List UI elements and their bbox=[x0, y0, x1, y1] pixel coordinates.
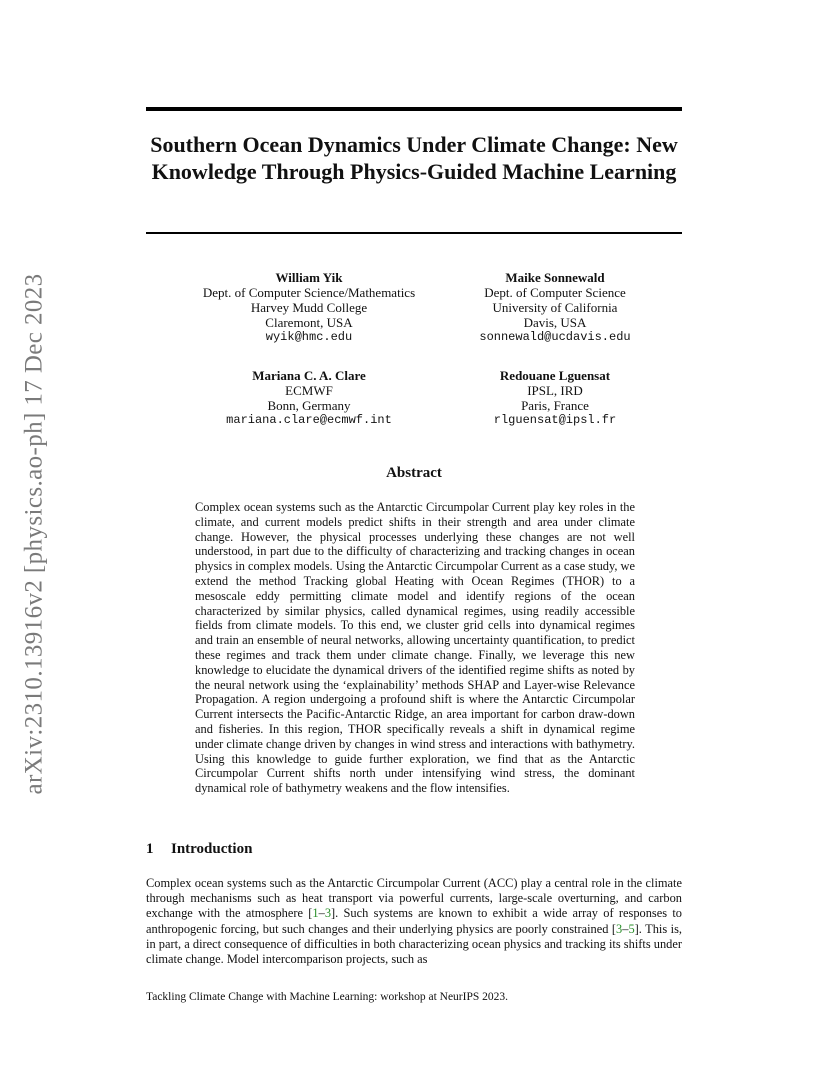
workshop-footnote: Tackling Climate Change with Machine Learning: workshop at NeurIPS 2023. bbox=[146, 991, 509, 1003]
author-email: rlguensat@ipsl.fr bbox=[493, 413, 617, 427]
author-email: sonnewald@ucdavis.edu bbox=[479, 330, 631, 344]
author-name: Maike Sonnewald bbox=[505, 270, 605, 285]
arxiv-identifier-text: arXiv:2310.13916v2 [physics.ao-ph] 17 Dec 2023 bbox=[21, 273, 48, 795]
author-block bbox=[179, 368, 439, 428]
author-location: Bonn, Germany bbox=[267, 398, 351, 413]
author-block bbox=[179, 270, 439, 345]
author-affiliation: University of California bbox=[492, 300, 618, 315]
title-top-rule bbox=[146, 107, 682, 111]
author-location: Davis, USA bbox=[523, 315, 587, 330]
section-number: 1 bbox=[146, 841, 154, 857]
author-location: Paris, France bbox=[521, 398, 589, 413]
author-email: wyik@hmc.edu bbox=[265, 330, 353, 344]
author-affiliation: Harvey Mudd College bbox=[250, 300, 368, 315]
introduction-paragraph bbox=[146, 876, 682, 967]
citation-link[interactable]: 3 bbox=[324, 906, 332, 921]
abstract-text: Complex ocean systems such as the Antarctic Circumpolar Current play key roles in the climate, and current models predict shifts in their strength and area under climate change. However, the physical processes underlying these changes are not well understood, in part due to the difficulty of characterizing and tracking changes in ocean physics in complex models. Using the Antarctic Circumpolar Current as a case study, we extend the method Tracking global Heating with Ocean Regimes (THOR) to a mesoscale eddy permitting climate model and identify regions of the ocean characterized by similar physics, called dynamical regimes, using readily accessible fields from climate models. To this end, we cluster grid cells into dynamical regimes and train an ensemble of neural networks, allowing uncertainty quantification, to predict these regimes and track them under climate change. Finally, we leverage this new knowledge to elucidate the dynamical drivers of the identified regime shifts as noted by the neural network using the ‘explainability’ methods SHAP and Layer-wise Relevance Propagation. A region undergoing a profound shift is where the Antarctic Circumpolar Current intersects the Pacific-Antarctic Ridge, an area important for carbon draw-down and fisheries. In this region, THOR specifically reveals a shift in dynamical regime under climate change driven by changes in wind stress and interactions with bathymetry. Using this knowledge to guide further exploration, we find that as the Antarctic Circumpolar Current shifts north under intensifying wind stress, the dominant dynamical role of bathymetry weakens and the flow intensifies. bbox=[195, 500, 635, 796]
author-block bbox=[425, 270, 685, 345]
author-location: Claremont, USA bbox=[265, 315, 353, 330]
citation-link[interactable]: 3 bbox=[616, 921, 623, 936]
author-affiliation: Dept. of Computer Science/Mathematics bbox=[202, 285, 416, 300]
section-title: Introduction bbox=[171, 841, 253, 857]
author-affiliation: Dept. of Computer Science bbox=[484, 285, 626, 300]
author-affiliation: IPSL, IRD bbox=[527, 383, 583, 398]
section-heading bbox=[146, 841, 252, 858]
paper-title: Southern Ocean Dynamics Under Climate Change: New Knowledge Through Physics-Guided Machine Learning bbox=[150, 132, 678, 184]
citation-link[interactable]: 1 bbox=[312, 906, 319, 921]
citation-dash: – bbox=[318, 906, 325, 921]
author-block bbox=[425, 368, 685, 428]
author-affiliation: ECMWF bbox=[285, 383, 333, 398]
intro-text: Complex ocean systems such as the Antarctic Circumpolar Current (ACC) play a central role in the climate through mechanisms such as heat transport via powerful currents, large-scale overturning, and carbon exchange with the atmosphere [ bbox=[146, 876, 682, 921]
author-name: Mariana C. A. Clare bbox=[252, 368, 366, 383]
author-email: mariana.clare@ecmwf.int bbox=[226, 413, 392, 427]
author-name: William Yik bbox=[275, 270, 343, 285]
intro-text: ]. Such systems are known to exhibit a wide array of responses to anthropogenic forcing, but such changes and their underlying physics are poorly constrained [ bbox=[146, 906, 682, 936]
citation-link[interactable]: 5 bbox=[628, 921, 635, 936]
intro-text: ]. This is, in part, a direct consequence of difficulties in both characterizing ocean physics and tracking its shifts under climate change. Model intercomparison projects, such as bbox=[146, 921, 682, 967]
author-name: Redouane Lguensat bbox=[499, 368, 611, 383]
title-bottom-rule bbox=[146, 232, 682, 234]
abstract-heading: Abstract bbox=[386, 465, 442, 481]
citation-dash: – bbox=[622, 921, 629, 936]
arxiv-identifier-stamp bbox=[18, 254, 52, 814]
